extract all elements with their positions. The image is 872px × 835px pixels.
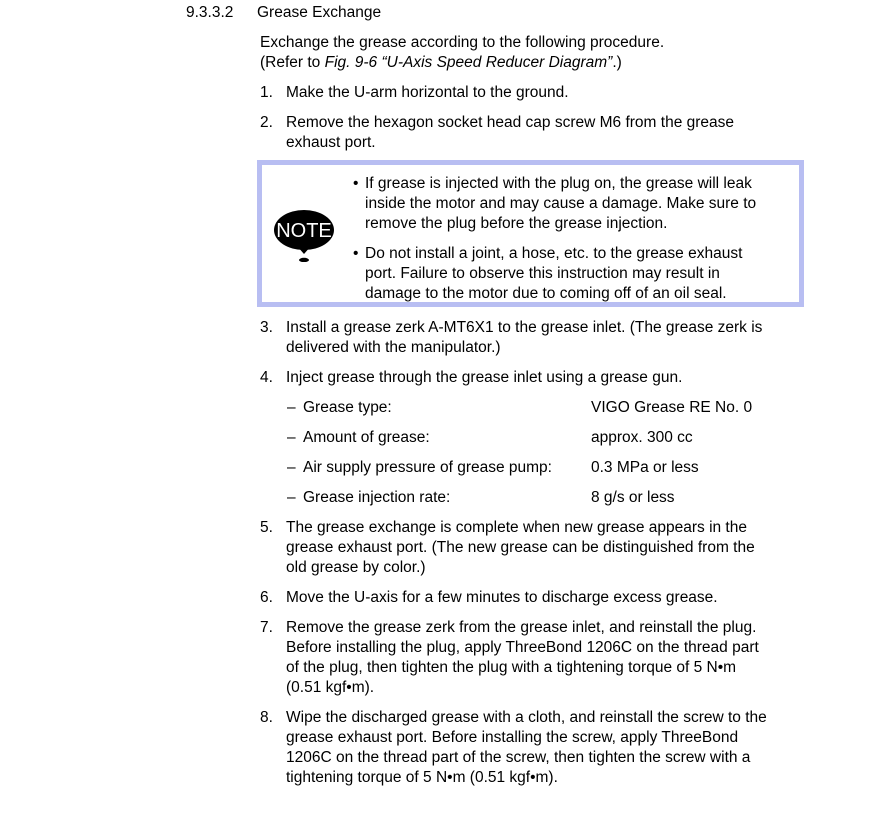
intro-line-2 xyxy=(260,53,622,73)
step-8-line-3: 1206C on the thread part of the screw, then tighten the screw with a xyxy=(286,749,751,766)
step-7-line-4: (0.51 kgf•m). xyxy=(286,679,375,696)
step-8-line-4: tightening torque of 5 N•m (0.51 kgf•m). xyxy=(286,769,558,786)
note-bullet-2-line-2: port. Failure to observe this instruction may result in xyxy=(365,265,720,282)
spec-1-value: VIGO Grease RE No. 0 xyxy=(591,399,753,416)
figure-reference: Fig. 9-6 “U-Axis Speed Reducer Diagram” xyxy=(324,54,613,71)
spec-3-value: 0.3 MPa or less xyxy=(591,459,699,476)
step-8-number: 8. xyxy=(260,709,273,726)
note-bullet-2-line-3: damage to the motor due to coming off of an oil seal. xyxy=(365,285,727,302)
spec-2-dash: – xyxy=(287,429,296,446)
note-box xyxy=(257,160,804,307)
note-bullet-1-line-2: inside the motor and may cause a damage. Make sure to xyxy=(365,195,757,212)
step-5-line-3: old grease by color.) xyxy=(286,559,426,576)
spec-1-dash: – xyxy=(287,399,296,416)
step-3-line-1: Install a grease zerk A-MT6X1 to the grease inlet. (The grease zerk is xyxy=(286,319,763,336)
note-icon-label: NOTE xyxy=(276,220,332,242)
step-3-line-2: delivered with the manipulator.) xyxy=(286,339,501,356)
note-bullet-2-mark: • xyxy=(353,245,359,262)
step-5-line-1: The grease exchange is complete when new grease appears in the xyxy=(286,519,747,536)
note-icon xyxy=(273,208,335,262)
note-bullet-1-mark: • xyxy=(353,175,359,192)
step-4-number: 4. xyxy=(260,369,273,386)
step-3-number: 3. xyxy=(260,319,273,336)
spec-1-label: Grease type: xyxy=(303,399,392,416)
step-5-number: 5. xyxy=(260,519,273,536)
spec-3-label: Air supply pressure of grease pump: xyxy=(303,459,552,476)
step-4-line-1: Inject grease through the grease inlet using a grease gun. xyxy=(286,369,683,386)
spec-4-label: Grease injection rate: xyxy=(303,489,451,506)
note-bullet-1-line-1: If grease is injected with the plug on, the grease will leak xyxy=(365,175,752,192)
step-2-number: 2. xyxy=(260,114,273,131)
step-7-line-1: Remove the grease zerk from the grease inlet, and reinstall the plug. xyxy=(286,619,757,636)
spec-4-dash: – xyxy=(287,489,296,506)
step-6-line-1: Move the U-axis for a few minutes to discharge excess grease. xyxy=(286,589,718,606)
step-6-number: 6. xyxy=(260,589,273,606)
step-7-line-3: of the plug, then tighten the plug with a tightening torque of 5 N•m xyxy=(286,659,737,676)
section-title: Grease Exchange xyxy=(257,4,382,21)
step-7-number: 7. xyxy=(260,619,273,636)
spec-2-label: Amount of grease: xyxy=(303,429,430,446)
step-1-number: 1. xyxy=(260,84,273,101)
intro-suffix: .) xyxy=(612,54,622,71)
step-2-line-1: Remove the hexagon socket head cap screw M6 from the grease xyxy=(286,114,735,131)
step-8-line-1: Wipe the discharged grease with a cloth, and reinstall the screw to the xyxy=(286,709,767,726)
spec-2-value: approx. 300 cc xyxy=(591,429,693,446)
step-8-line-2: grease exhaust port. Before installing the screw, apply ThreeBond xyxy=(286,729,739,746)
section-number: 9.3.3.2 xyxy=(186,4,234,21)
spec-3-dash: – xyxy=(287,459,296,476)
intro-prefix: (Refer to xyxy=(260,54,325,71)
intro-line-1: Exchange the grease according to the following procedure. xyxy=(260,34,665,51)
note-bullet-2-line-1: Do not install a joint, a hose, etc. to the grease exhaust xyxy=(365,245,743,262)
note-bullet-1-line-3: remove the plug before the grease injection. xyxy=(365,215,668,232)
step-2-line-2: exhaust port. xyxy=(286,134,376,151)
spec-4-value: 8 g/s or less xyxy=(591,489,675,506)
step-7-line-2: Before installing the plug, apply ThreeBond 1206C on the thread part xyxy=(286,639,759,656)
step-1-line-1: Make the U-arm horizontal to the ground. xyxy=(286,84,569,101)
step-5-line-2: grease exhaust port. (The new grease can be distinguished from the xyxy=(286,539,755,556)
